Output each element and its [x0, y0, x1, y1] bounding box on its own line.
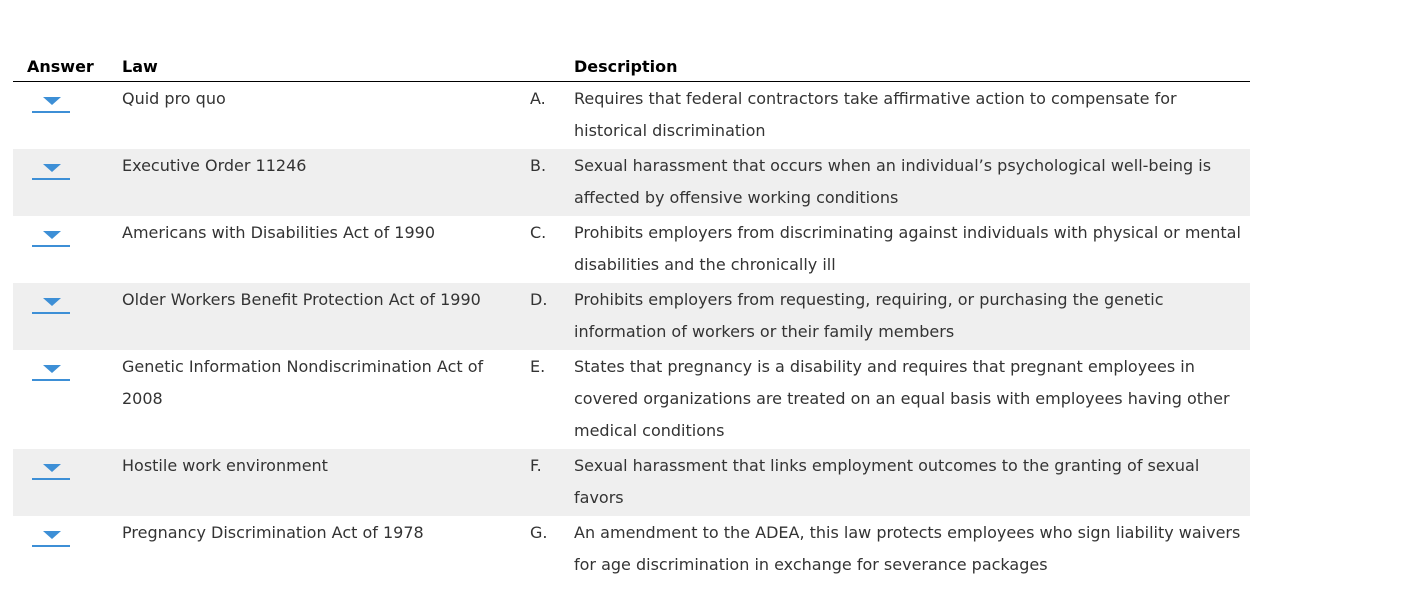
chevron-down-icon [43, 365, 61, 373]
description-letter: A. [530, 89, 546, 108]
chevron-down-icon [43, 164, 61, 172]
header-description: Description [574, 57, 678, 76]
description-text: An amendment to the ADEA, this law protects employees who sign liability waivers for age discrimination in exchange for severance packages [574, 523, 1241, 574]
table-row [13, 149, 1250, 216]
answer-cell [13, 83, 122, 113]
answer-dropdown[interactable] [32, 229, 70, 247]
answer-cell [13, 217, 122, 247]
table-row [13, 82, 1250, 149]
header-law: Law [122, 57, 158, 76]
table-row [13, 350, 1250, 449]
description-text: Sexual harassment that occurs when an individual’s psychological well-being is affected by offensive working conditions [574, 156, 1212, 207]
chevron-down-icon [43, 97, 61, 105]
description-letter: B. [530, 156, 547, 175]
description-letter: C. [530, 223, 547, 242]
law-name: Americans with Disabilities Act of 1990 [122, 223, 436, 242]
law-name: Executive Order 11246 [122, 156, 307, 175]
chevron-down-icon [43, 464, 61, 472]
description-text: Prohibits employers from requesting, requiring, or purchasing the genetic information of workers or their family members [574, 290, 1164, 341]
answer-dropdown[interactable] [32, 363, 70, 381]
description-text: States that pregnancy is a disability and requires that pregnant employees in covered organizations are treated on an equal basis with employees having other medical conditions [574, 357, 1230, 440]
answer-cell [13, 450, 122, 480]
description-text: Requires that federal contractors take affirmative action to compensate for historical discrimination [574, 89, 1177, 140]
answer-dropdown[interactable] [32, 529, 70, 547]
answer-dropdown[interactable] [32, 296, 70, 314]
matching-table [13, 50, 1250, 583]
table-row [13, 283, 1250, 350]
table-row [13, 516, 1250, 583]
description-letter: F. [530, 456, 542, 475]
chevron-down-icon [43, 531, 61, 539]
law-name: Older Workers Benefit Protection Act of 1990 [122, 290, 481, 309]
answer-cell [13, 351, 122, 381]
answer-cell [13, 284, 122, 314]
table-row [13, 449, 1250, 516]
table-row [13, 216, 1250, 283]
law-name: Quid pro quo [122, 89, 226, 108]
law-name: Hostile work environment [122, 456, 328, 475]
answer-dropdown[interactable] [32, 162, 70, 180]
description-letter: E. [530, 357, 546, 376]
description-text: Prohibits employers from discriminating against individuals with physical or mental disabilities and the chronically ill [574, 223, 1241, 274]
table-header [13, 50, 1250, 82]
answer-dropdown[interactable] [32, 462, 70, 480]
description-letter: D. [530, 290, 548, 309]
answer-cell [13, 150, 122, 180]
description-letter: G. [530, 523, 548, 542]
answer-dropdown[interactable] [32, 95, 70, 113]
chevron-down-icon [43, 231, 61, 239]
description-text: Sexual harassment that links employment outcomes to the granting of sexual favors [574, 456, 1200, 507]
law-name: Pregnancy Discrimination Act of 1978 [122, 523, 424, 542]
header-answer: Answer [27, 57, 94, 76]
chevron-down-icon [43, 298, 61, 306]
answer-cell [13, 517, 122, 547]
law-name: Genetic Information Nondiscrimination Act of 2008 [122, 357, 484, 408]
